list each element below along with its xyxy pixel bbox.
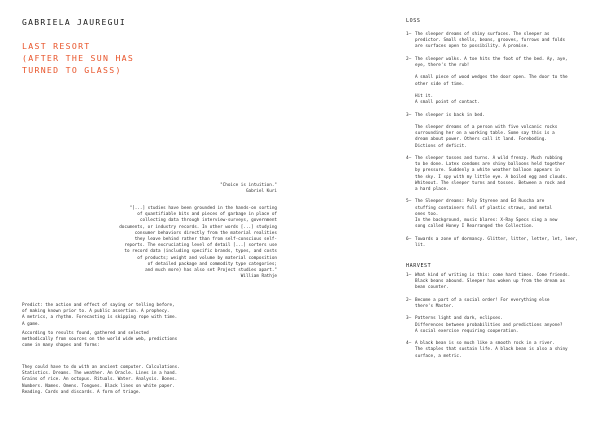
item-paragraph (406, 57, 586, 69)
item-number: 5– (406, 199, 412, 205)
item-number: 1– (406, 32, 412, 37)
item-number: 2– (406, 297, 412, 303)
text-line: Statistics. Dreams. The weather. An Oracle. Lines in a hand. (22, 371, 178, 377)
quote-line: of detailed package and commodity type categories; (147, 261, 277, 267)
text-line: lit. (415, 242, 426, 248)
item-number: 6– (406, 236, 412, 242)
text-line: Hit it. (415, 93, 434, 99)
title-line: (AFTER THE SUN HAS (22, 53, 135, 63)
list-item (406, 57, 586, 107)
item-number: 4– (406, 155, 412, 161)
title-line: LAST RESORT (22, 41, 91, 51)
text-line: ones too. (415, 211, 439, 217)
text-line: stuffing containers full of plastic straws, and metal (415, 205, 553, 211)
item-paragraph (406, 125, 586, 150)
text-line: other side of time. (415, 81, 465, 87)
text-line: Black beans abound. Sleeper has woken up from the dream as (415, 279, 566, 285)
text-line: bean counter. (415, 285, 449, 291)
item-paragraph (406, 113, 586, 119)
list-item (406, 273, 586, 292)
text-line: The staples that sustain life. A black bean is also a shiny (415, 347, 568, 353)
section-heading-loss: LOSS (406, 18, 421, 24)
text-line: by pressure. Suddenly a white weather balloon appears in (415, 168, 560, 174)
body-paragraph (22, 365, 277, 396)
text-line: methodically from sources on the world wide web, predictions (22, 337, 178, 343)
quote-line: of products; weight and volume by material composition (137, 255, 277, 261)
item-number: 3– (406, 112, 412, 118)
epigraph-kuri (140, 183, 277, 195)
item-paragraph (406, 75, 586, 87)
text-line: song called Honey I Rearranged the Collection. (415, 224, 534, 230)
quote-line: to record data (including specific brands, types, and costs (124, 249, 277, 255)
poem-title (22, 40, 134, 76)
quote-line: consumer behaviors directly from the material realities (134, 230, 277, 236)
item-paragraph (406, 94, 586, 106)
list-item (406, 32, 586, 51)
harvest-list (406, 273, 586, 366)
list-item (406, 298, 586, 310)
author-name: GABRIELA JAUREGUI (22, 18, 126, 27)
text-line (406, 113, 586, 119)
quote-line: and much more) has also set Project studies apart." (145, 268, 277, 274)
item-paragraph (406, 298, 586, 310)
line-text: The sleeper walks. A toe hits the foot of the bed. Ay, aye, (415, 56, 568, 62)
quote-line: collecting data through interview-surveys, government (139, 218, 277, 224)
item-paragraph (406, 316, 586, 335)
line-text: The Sleeper dreams: Poly Styrene and Ed Ruscha are (415, 199, 545, 205)
line-text: The sleeper dreams of shiny surfaces. The sleeper as (415, 32, 550, 37)
line-text: Towards a zone of dormancy. Glitter, litter, letter, let, leer, (415, 236, 578, 242)
text-line: A social exercise requiring cooperation. (415, 328, 519, 334)
text-line: A small piece of wood wedges the door open. The door to the (415, 75, 568, 81)
text-line: Differences between probabilities and predictions anyone? (415, 322, 563, 328)
item-paragraph (406, 199, 586, 230)
line-text: What kind of writing is this: come hard times. Come friends. (415, 273, 571, 278)
item-paragraph (406, 273, 586, 292)
text-line: a hard place. (415, 186, 449, 192)
text-line: dream about power. Others call it land. Foreboding. (415, 137, 547, 143)
text-line: They could have to do with an ancient computer. Calculations. (22, 365, 180, 370)
section-heading-harvest: HARVEST (406, 263, 432, 269)
body-paragraph (22, 303, 277, 328)
quote-line: of quantifiable bits and pieces of garbage in place of (137, 212, 277, 218)
quote-line: documents, or industry records. In other words [...] studying (119, 224, 277, 230)
item-number: 4– (406, 341, 412, 347)
quote-line: they leave behind rather than from self-conscious self- (134, 237, 277, 243)
list-item (406, 316, 586, 335)
item-paragraph (406, 32, 586, 51)
text-line: A small point of contact. (415, 100, 480, 106)
list-item (406, 341, 586, 360)
line-text: The sleeper is back in bed. (415, 112, 485, 118)
text-line: Grains of rice. An octopus. Rituals. Water. Analysis. Bones. (22, 377, 178, 383)
list-item (406, 113, 586, 150)
item-paragraph (406, 237, 586, 249)
text-line: Whiteout. The sleeper turns and tosses. Between a rock and (415, 180, 566, 186)
text-line: of making known prior to. A public assertion. A prophecy. (22, 309, 170, 315)
line-text: Become a part of a social order! For everything else (415, 297, 550, 303)
text-line: Predict: the action and effect of saying or telling before, (22, 303, 175, 308)
text-line: A metrics, a rhythm. Forecasting is skipping rope with time. (22, 315, 178, 321)
text-line: to be done. Latex condoms are shiny balloons held together (415, 162, 566, 168)
text-line: A game. (22, 321, 41, 327)
quote-attribution: William Rathje (240, 274, 277, 280)
item-number: 2– (406, 56, 412, 62)
text-line: Numbers. Names. Omens. Tongues. Black lines on white paper. (22, 383, 175, 389)
item-number: 1– (406, 273, 412, 278)
text-line: are surfaces open to possibility. A promise. (415, 44, 529, 50)
text-line: Dictions of deficit. (415, 143, 467, 149)
body-paragraph (22, 331, 277, 350)
item-paragraph (406, 156, 586, 193)
line-text: Patterns light and dark, eclipses. (415, 316, 503, 322)
text-line: In the background, music blares: X-Ray Specs sing a new (415, 217, 558, 223)
text-line: Reading. Cards and discards. A form of triage. (22, 389, 141, 395)
text-line: eye, there's the rub! (415, 63, 470, 68)
item-number: 3– (406, 316, 412, 322)
title-line: TURNED TO GLASS) (22, 65, 122, 75)
quote-line: reports. The excruciating level of detail [...] sorters use (124, 243, 277, 249)
quote-line: "Choice is intuition." (220, 183, 277, 188)
text-line: surrounding her on a working table. Some say this is a (415, 131, 555, 137)
list-item (406, 156, 586, 193)
text-line: surface, a metric. (415, 353, 462, 359)
line-text: The sleeper tosses and turns. A wild frenzy. Much rubbing (415, 155, 563, 161)
list-item (406, 237, 586, 249)
text-line: come in many shapes and forms: (22, 343, 100, 349)
loss-list (406, 32, 586, 255)
quote-line: "[...] studies have been grounded in the hands-on sorting (129, 206, 277, 211)
text-line: there's Master. (415, 304, 454, 309)
list-item (406, 199, 586, 230)
quote-attribution: Gabriel Kuri (245, 189, 277, 195)
right-page (300, 0, 600, 423)
epigraph-rathje (30, 206, 277, 280)
item-paragraph (406, 341, 586, 360)
text-line: predictor. Small shells, beans, grooves, furrows and folds (415, 38, 566, 44)
text-line: the sky. I spy with my little eye. A boiled egg and clouds. (415, 174, 568, 180)
text-line: According to results found, gathered and selected (22, 331, 149, 336)
text-line (406, 237, 586, 243)
line-text: A black bean is so much like a smooth rock in a river. (415, 341, 555, 347)
text-line: The sleeper dreams of a person with five volcanic rocks (415, 124, 558, 130)
